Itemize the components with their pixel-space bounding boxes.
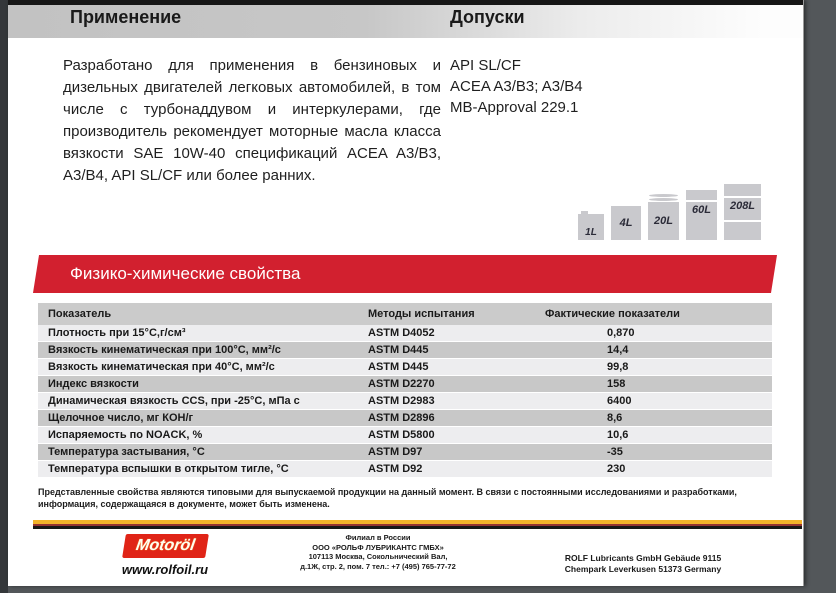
website-link[interactable]: www.rolfoil.ru (121, 562, 209, 577)
table-cell: Щелочное число, мг КОН/г (48, 412, 194, 424)
table-cell: Динамическая вязкость CCS, при -25°C, мПа с (48, 395, 300, 407)
table-cell: 6400 (607, 395, 632, 407)
application-description: Разработано для применения в бензиновых и дизельных двигателей легковых автомобилей, в том числе с турбонаддувом и интеркулерами, где производитель рекомендует моторные масла класса вязкости SAE 10W-40 спецификаций ACEA A3/B3, A3/B4, API SL/CF или более ранних. (63, 57, 441, 184)
drum-208l-icon (724, 184, 761, 240)
table-cell: -35 (607, 446, 623, 458)
approval-item: MB-Approval 229.1 (450, 99, 579, 116)
table-row (38, 427, 772, 444)
canister-4l-icon (611, 206, 641, 240)
properties-table (38, 303, 772, 478)
drum-60l-icon (686, 190, 717, 240)
table-cell: Плотность при 15°C,г/см³ (48, 327, 186, 339)
address-line: 107113 Москва, Сокольнический Вал, (308, 552, 448, 561)
jerrycan-20l-icon (648, 202, 679, 240)
table-cell: Температура застывания, °С (48, 446, 205, 458)
table-cell: 99,8 (607, 361, 629, 373)
table-cell: ASTM D445 (368, 361, 429, 373)
table-cell: ASTM D445 (368, 344, 429, 356)
properties-banner-title: Физико-химические свойства (70, 264, 301, 283)
table-row (38, 342, 772, 359)
table-row (38, 444, 772, 461)
package-sizes (556, 182, 761, 240)
table-cell: ASTM D2983 (368, 395, 435, 407)
table-cell: 14,4 (607, 344, 629, 356)
table-row (38, 325, 772, 342)
motoroil-logo (122, 534, 208, 558)
canister-label: 1L (585, 227, 597, 238)
table-cell: Индекс вязкости (48, 378, 139, 390)
canister-label: 4L (619, 217, 633, 229)
table-cell: 230 (607, 463, 626, 475)
table-cell: ASTM D2896 (368, 412, 435, 424)
properties-banner (33, 255, 777, 293)
approval-item: API SL/CF (450, 57, 521, 74)
canister-label: 60L (692, 204, 711, 216)
canister-label: 20L (654, 215, 673, 227)
canister-label: 208L (729, 200, 756, 212)
table-row (38, 376, 772, 393)
table-cell: ASTM D5800 (368, 429, 435, 441)
address-line: Chempark Leverkusen 51373 Germany (564, 564, 722, 574)
stripe-black (33, 526, 802, 529)
page-left-edge (0, 0, 8, 593)
address-line: Филиал в России (345, 533, 411, 542)
address-line: ROLF Lubricants GmbH Gebäude 9115 (564, 553, 722, 563)
document-page (8, 0, 804, 586)
table-cell: ASTM D2270 (368, 378, 435, 390)
table-row (38, 393, 772, 410)
disclaimer-text: Представленные свойства являются типовыми для выпускаемой продукции на данный момент. В связи с постоянными исследованиями и разработками, информация, содержащаяся в документе, может быть изменена. (38, 487, 737, 509)
table-cell: ASTM D92 (368, 463, 423, 475)
table-row (38, 461, 772, 478)
table-header-row (38, 303, 772, 325)
brand-block (100, 534, 230, 577)
table-cell: Температура вспышки в открытом тигле, °С (48, 463, 289, 475)
application-section-title: Применение (70, 7, 182, 27)
table-cell: ASTM D97 (368, 446, 423, 458)
canister-1l-icon (578, 214, 604, 240)
table-cell: Вязкость кинематическая при 100°C, мм²/с (48, 344, 281, 356)
table-row (38, 359, 772, 376)
table-cell: 10,6 (607, 429, 629, 441)
column-header: Фактические показатели (545, 308, 680, 320)
properties-table-rows (38, 325, 772, 478)
address-line: д.1Ж, стр. 2, пом. 7 тел.: +7 (495) 765-77-72 (300, 561, 456, 571)
approvals-list (450, 55, 583, 118)
germany-office-address (553, 553, 733, 575)
footer-stripes (33, 520, 802, 529)
address-line: ООО «РОЛЬФ ЛУБРИКАНТС ГМБХ» (312, 542, 444, 552)
approval-item: ACEA A3/B3; A3/B4 (450, 78, 583, 95)
table-cell: 8,6 (607, 412, 623, 424)
table-cell: Вязкость кинематическая при 40°C, мм²/с (48, 361, 275, 373)
column-header: Методы испытания (368, 308, 475, 320)
motoroil-logo-text: Motoröl (134, 537, 196, 554)
table-cell: Испаряемость по NOACK, % (48, 429, 203, 441)
column-header: Показатель (48, 308, 112, 320)
russia-office-address (278, 533, 478, 571)
table-cell: 0,870 (607, 327, 635, 339)
table-cell: ASTM D4052 (368, 327, 435, 339)
table-cell: 158 (607, 378, 626, 390)
approvals-section-title: Допуски (450, 7, 525, 27)
table-row (38, 410, 772, 427)
